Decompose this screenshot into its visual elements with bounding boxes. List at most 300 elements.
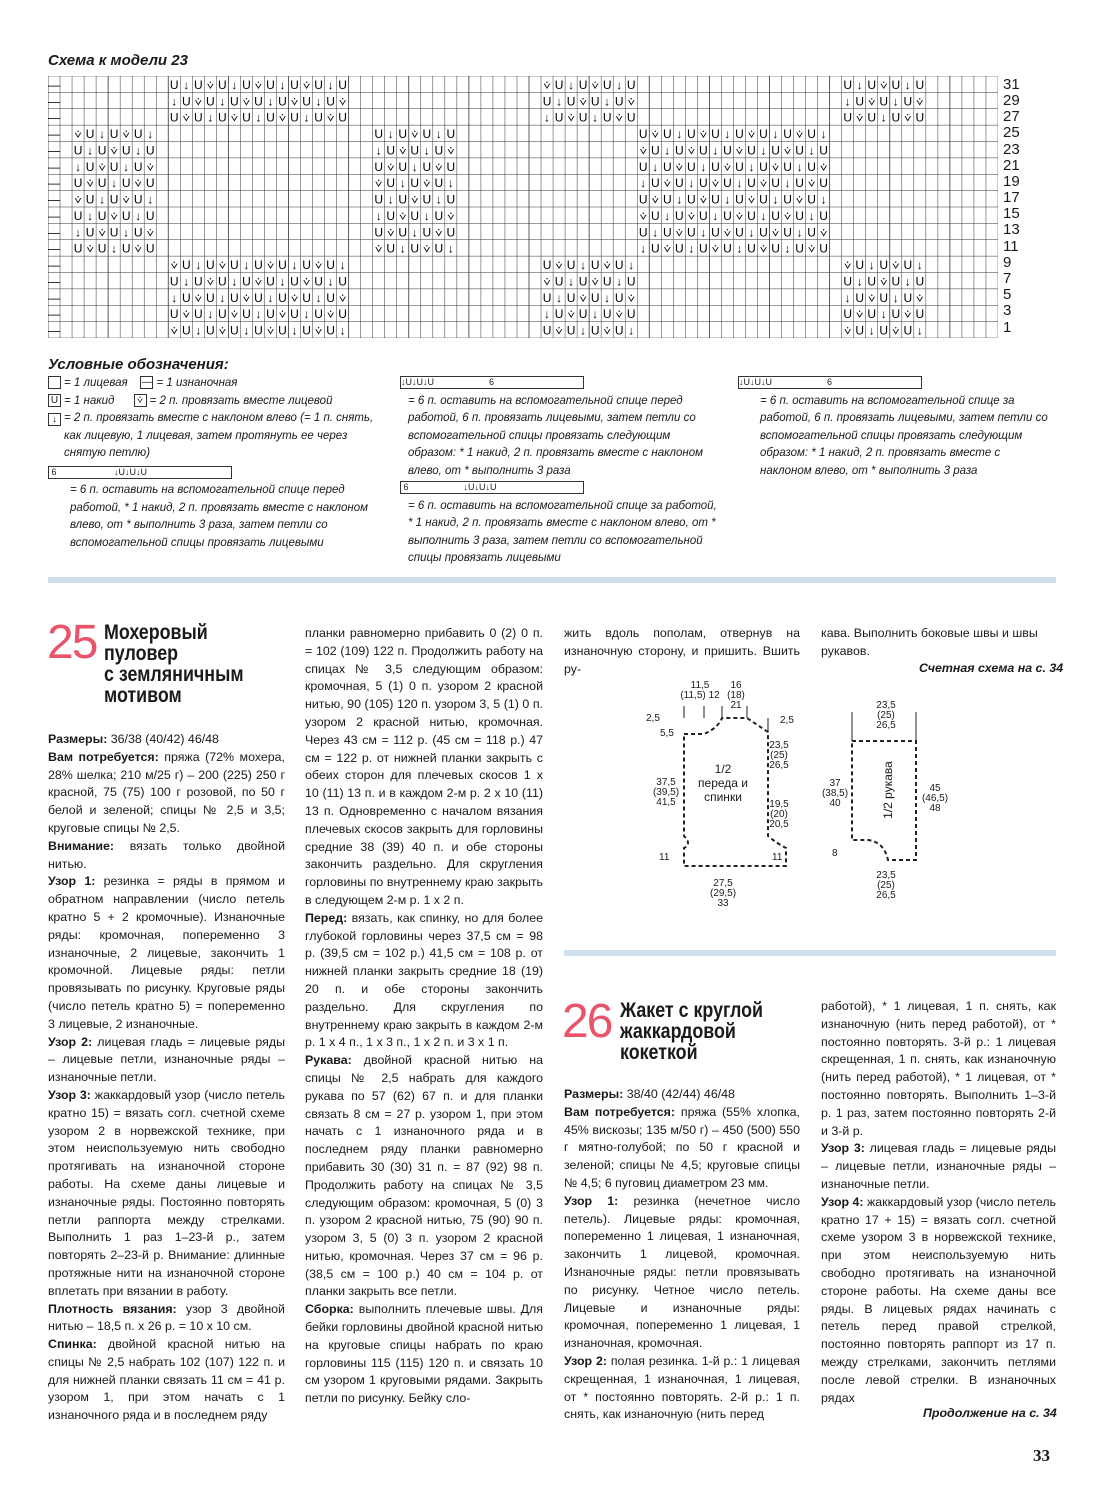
text: двойной красной нитью на спицы № 2,5 набрать 102 (107) 122 п. и для нижней планки связать 11 см = 41 р. узором 1, при этом начать с 1 изнаночного ряда и в последнем ряду (48, 1337, 285, 1423)
chart-symbol: U (206, 94, 215, 109)
chart-symbol: — (48, 290, 61, 305)
chart-symbol: ↓ (616, 77, 623, 92)
text: вязать, как спинку, но для более глубокой горловины через 37,5 см = 98 р. (39,5 см = 102 р.) 41,5 см = 108 р. от нижней планки закрыть средние 18 (19) 20 п. и обе стороны закончить раздельно. Для скругления по внутреннему краю закрыть в каждом 2-м р. 1 х 4 п., 1 х 3 п., 1 х 2 п. и 3 х 1 п. (305, 910, 543, 1050)
chart-symbol: ↓ (87, 143, 94, 158)
chart-symbol: ↓ (147, 192, 154, 207)
chart-symbol: U (302, 290, 311, 305)
chart-symbol: ↓ (868, 323, 875, 338)
chart-symbol: U (915, 77, 925, 92)
title-line: кокеткой (620, 1041, 698, 1064)
chart-symbol: U (711, 127, 720, 141)
chart-symbol: U (410, 241, 420, 256)
chart-reference: Счетная схема на с. 34 (919, 661, 1064, 675)
chart-symbol: U (386, 208, 396, 223)
chart-symbol: U (807, 192, 816, 207)
chart-symbol: U (338, 274, 347, 289)
chart-symbol: U (254, 323, 263, 338)
chart-symbol: ↓ (243, 323, 250, 338)
text: вязать только двойной нитью. (48, 838, 285, 871)
chart-symbol: U (819, 176, 828, 191)
page-number: 33 (1033, 1446, 1050, 1465)
chart-symbol: ↓ (796, 159, 803, 174)
chart-symbol: U (230, 94, 239, 109)
chart-symbol: ⩒ (338, 290, 347, 305)
chart-symbol: U (446, 159, 456, 174)
section-divider-2 (564, 950, 1056, 956)
chart-symbol: ↓ (171, 290, 178, 305)
chart-symbol: U (290, 274, 299, 289)
chart-symbol: U (121, 176, 131, 191)
chart-symbol: ⩒ (242, 290, 251, 305)
chart-symbol: U (662, 192, 672, 207)
chart-symbol: ⩒ (663, 176, 671, 191)
chart-symbol: U (181, 258, 191, 272)
row-number: 5 (1003, 286, 1012, 303)
row-number: 31 (1003, 76, 1020, 93)
chart-symbol: ⩒ (266, 258, 275, 272)
chart-symbol: ↓ (664, 143, 671, 158)
chart-symbol: ↓ (375, 143, 382, 158)
chart-symbol: ↓ (760, 208, 767, 223)
chart-symbol: ↓ (231, 274, 238, 289)
chart-symbol: ↓ (447, 176, 454, 191)
chart-symbol: U (771, 176, 780, 191)
label: Вам потребуется: (564, 1104, 676, 1119)
label: Размеры: (564, 1087, 624, 1101)
chart-symbol: U (807, 127, 816, 141)
chart-symbol: ⩒ (699, 127, 708, 141)
text: пряжа (55% хлопка, 45% вискозы; 135 м/50 г) – 450 (500) 550 г мятно-голубой; по 50 г красной и зеленой; спицы № 4,5; круговые спицы № 4,5; 6 пуговиц диаметром 23 мм. (564, 1104, 801, 1190)
yarn-over-symbol: U (48, 394, 61, 407)
chart-symbol: U (326, 94, 335, 109)
chart-symbol: U (879, 290, 889, 305)
chart-symbol: U (85, 225, 95, 240)
chart-symbol: U (218, 274, 227, 289)
chart-heading: Схема к модели 23 (48, 52, 188, 69)
chart-symbol: ⩒ (543, 274, 551, 289)
chart-symbol: U (687, 127, 696, 141)
chart-symbol: ↓ (243, 258, 250, 272)
chart-symbol: U (795, 143, 804, 158)
chart-symbol: ↓ (844, 94, 851, 109)
chart-symbol: U (855, 323, 865, 338)
sleeve-dim-left: 37 (38,5) 40 (821, 778, 849, 809)
chart-symbol: U (193, 274, 203, 289)
chart-symbol: ⩒ (567, 110, 575, 125)
chart-symbol: ⩒ (747, 192, 756, 207)
chart-symbol: U (638, 225, 648, 240)
chart-symbol: ⩒ (134, 176, 142, 191)
chart-symbol: ⩒ (844, 258, 852, 272)
chart-symbol: ⩒ (795, 192, 804, 207)
chart-symbol: U (638, 192, 648, 207)
chart-symbol: ↓ (123, 159, 130, 174)
chart-symbol: ⩒ (326, 110, 335, 125)
text: 38/40 (42/44) 46/48 (623, 1087, 735, 1101)
chart-symbol: ⩒ (735, 143, 744, 158)
chart-symbol: ⩒ (230, 110, 239, 125)
chart-symbol: U (650, 241, 660, 256)
chart-symbol: U (819, 208, 828, 223)
chart-symbol: ↓ (916, 323, 923, 338)
chart-symbol: U (638, 127, 648, 141)
row-number: 27 (1003, 108, 1020, 125)
chart-symbol: ↓ (303, 307, 310, 322)
chart-symbol: ↓ (195, 258, 202, 272)
chart-symbol: ⩒ (687, 208, 696, 223)
chart-symbol: U (735, 159, 744, 174)
chart-symbol: ⩒ (326, 307, 335, 322)
chart-symbol: U (759, 127, 768, 141)
chart-symbol: ⩒ (170, 258, 178, 272)
chart-symbol: U (422, 192, 432, 207)
chart-symbol: U (674, 241, 684, 256)
chart-symbol: ↓ (147, 127, 154, 141)
chart-symbol: ⩒ (663, 241, 671, 256)
chart-symbol: — (48, 241, 61, 256)
chart-symbol: U (843, 110, 853, 125)
chart-symbol: ⩒ (218, 258, 227, 272)
chart-symbol: ↓ (183, 274, 190, 289)
label: Узор 2: (564, 1353, 607, 1368)
chart-symbol: ↓ (279, 274, 286, 289)
chart-symbol: ↓ (628, 258, 635, 272)
chart-symbol: U (915, 274, 925, 289)
legend-cable-left-front: = 6 п. оставить на вспомогательной спице перед работой, * 1 накид, 2 п. провязать вместе с наклоном влево, от * выполнить 3 раза, затем петли со вспомогательной спицы провязать лицевыми (70, 484, 369, 549)
label: Узор 1: (564, 1193, 619, 1208)
chart-symbol: U (759, 225, 768, 240)
chart-symbol: U (554, 274, 564, 289)
chart-symbol: U (795, 208, 804, 223)
chart-symbol: U (614, 323, 624, 338)
chart-symbol: U (278, 323, 287, 338)
chart-symbol: U (133, 192, 143, 207)
chart-symbol: ↓ (868, 258, 875, 272)
chart-symbol: — (48, 225, 61, 240)
chart-symbol: U (181, 323, 191, 338)
chart-symbol: ↓ (604, 290, 611, 305)
chart-symbol: U (843, 307, 853, 322)
text: резинка (нечетное число петель). Лицевые ряды: кромочная, попеременно 1 лицевая, 1 изнаночная, закончить 1 лицевой, кромочная. Изнаночные ряды: петли провязывать по рисунку. Четное число петель. Лицевые и изнаночные ряды: кромочная, попеременно 1 лицевая, 1 изнаночная, кромочная. (564, 1193, 800, 1351)
chart-symbol: U (290, 77, 299, 92)
chart-symbol: ⩒ (723, 225, 732, 240)
chart-symbol: ↓ (411, 159, 418, 174)
cable-back-a-symbol: 6 ↓U↓U↓U (400, 481, 584, 494)
chart-symbol: U (590, 290, 600, 305)
chart-symbol: ↓ (339, 258, 346, 272)
chart-symbol: ⩒ (579, 290, 587, 305)
chart-symbol: ↓ (772, 192, 779, 207)
chart-symbol: ↓ (75, 225, 82, 240)
chart-symbol: ↓ (892, 290, 899, 305)
chart-symbol: ⩒ (771, 225, 780, 240)
chart-symbol: — (48, 208, 61, 223)
chart-symbol: ↓ (580, 323, 587, 338)
chart-symbol: U (230, 290, 239, 305)
chart-symbol: U (302, 94, 311, 109)
chart-symbol: ⩒ (735, 208, 744, 223)
dim-right-2-5: 2,5 (780, 715, 794, 726)
chart-symbol: ↓ (195, 323, 202, 338)
chart-symbol: U (771, 241, 780, 256)
chart-symbol: U (73, 241, 83, 256)
chart-symbol: ↓ (592, 110, 599, 125)
chart-symbol: ↓ (712, 208, 719, 223)
chart-symbol: ⩒ (615, 110, 623, 125)
chart-symbol: ⩒ (675, 225, 683, 240)
chart-symbol: U (242, 110, 251, 125)
row-number: 15 (1003, 205, 1020, 222)
legend-col3 (738, 375, 1048, 480)
chart-symbol: U (338, 77, 347, 92)
chart-symbol: ↓ (111, 176, 118, 191)
chart-symbol: U (843, 274, 853, 289)
chart-symbol: U (855, 94, 865, 109)
chart-symbol: ⩒ (314, 258, 323, 272)
legend-knit: = 1 лицевая (64, 377, 128, 389)
chart-symbol: U (302, 323, 311, 338)
label: Размеры: (48, 732, 108, 746)
chart-symbol: U (266, 77, 275, 92)
chart-symbol: ↓ (171, 94, 178, 109)
chart-symbol: ↓ (712, 143, 719, 158)
chart-symbol: U (674, 208, 684, 223)
chart-symbol: U (855, 258, 865, 272)
chart-symbol: U (723, 241, 732, 256)
chart-symbol: U (230, 258, 239, 272)
chart-symbol: U (687, 225, 696, 240)
chart-symbol: ⩒ (242, 94, 251, 109)
chart-symbol: U (434, 241, 444, 256)
chart-symbol: ⩒ (591, 274, 599, 289)
chart-symbol: U (434, 176, 444, 191)
chart-symbol: ↓ (255, 307, 262, 322)
chart-symbol: U (626, 307, 636, 322)
chart-symbol: U (891, 77, 901, 92)
chart-symbol: ⩒ (819, 159, 828, 174)
chart-symbol: U (97, 176, 107, 191)
sleeve-dim-8: 8 (832, 848, 838, 859)
chart-symbol: U (374, 225, 384, 240)
chart-symbol: ↓ (387, 127, 394, 141)
label: Узор 4: (821, 1194, 864, 1209)
chart-symbol: ↓ (556, 290, 563, 305)
chart-symbol: ⩒ (844, 323, 852, 338)
chart-symbol: ⩒ (399, 208, 407, 223)
chart-symbol: ↓ (664, 208, 671, 223)
chart-symbol: ↓ (760, 143, 767, 158)
chart-symbol: ⩒ (603, 323, 611, 338)
chart-symbol: U (97, 143, 107, 158)
chart-symbol: U (578, 77, 588, 92)
chart-symbol: U (879, 323, 889, 338)
row-number: 25 (1003, 124, 1020, 141)
title-line: с земляничным (104, 663, 244, 686)
text: узор 3 двойной нитью – 18,5 п. х 26 р. = 10 х 10 см. (48, 1301, 285, 1334)
chart-symbol: U (614, 94, 624, 109)
chart-symbol: U (566, 94, 576, 109)
chart-symbol: — (48, 94, 61, 109)
chart-symbol: ↓ (796, 225, 803, 240)
chart-symbol: ⩒ (98, 225, 106, 240)
article-column-4-top: кава. Выполнить боковые швы и швы рукавов. (821, 626, 1038, 658)
chart-symbol: U (891, 110, 901, 125)
chart-symbol: ⩒ (74, 127, 82, 141)
chart-symbol: ⩒ (711, 241, 720, 256)
chart-symbol: ↓ (303, 110, 310, 125)
label: Спинка: (48, 1337, 97, 1352)
dim-left-height: 37,5 (39,5) 41,5 (652, 777, 680, 808)
text: работой), * 1 лицевая, 1 п. снять, как изнаночную (нить перед работой), от * постоянно повторять. 3-й р.: 1 лицевая скрещенная, 1 п. снять, как изнаночную (нить перед работой), * 1 лицевая, от * постоянно повторять. Выполнить 1–3-й р. 1 раз, затем постоянно повторять 2-й и 3-й р. (821, 999, 1056, 1138)
dim-right-side: 19,5 (20) 20,5 (769, 799, 789, 830)
chart-symbol: ⩒ (266, 323, 275, 338)
chart-symbol: ⩒ (868, 290, 876, 305)
chart-symbol: — (48, 192, 61, 207)
chart-symbol: ⩒ (687, 143, 696, 158)
chart-symbol: ↓ (616, 274, 623, 289)
row-number: 11 (1003, 238, 1019, 255)
article-column-1 (48, 731, 285, 1425)
chart-symbol: ⩒ (639, 208, 647, 223)
chart-symbol: ↓ (135, 208, 142, 223)
model-25-title (104, 622, 244, 706)
chart-symbol: U (747, 208, 756, 223)
chart-symbol: U (566, 258, 576, 272)
chart-symbol: ↓ (87, 208, 94, 223)
chart-symbol: ⩒ (868, 94, 876, 109)
chart-symbol: U (771, 208, 780, 223)
chart-symbol: U (650, 208, 660, 223)
chart-symbol: ⩒ (747, 127, 756, 141)
chart-symbol: U (206, 323, 215, 338)
chart-symbol: ↓ (700, 225, 707, 240)
chart-symbol: ⩒ (591, 77, 599, 92)
chart-symbol: ⩒ (122, 127, 130, 141)
chart-symbol: U (542, 290, 552, 305)
chart-symbol: U (169, 77, 179, 92)
chart-symbol: ↓ (880, 307, 887, 322)
chart-symbol: U (674, 143, 684, 158)
chart-symbol: ↓ (652, 159, 659, 174)
chart-symbol: U (422, 225, 432, 240)
chart-symbol: U (73, 176, 83, 191)
chart-symbol: U (133, 127, 143, 141)
chart-symbol: U (386, 241, 396, 256)
chart-symbol: U (687, 192, 696, 207)
chart-symbol: — (48, 110, 61, 125)
chart-symbol: ↓ (315, 94, 322, 109)
chart-symbol: ⩒ (699, 192, 708, 207)
chart-symbol: U (145, 241, 155, 256)
chart-symbol: ↓ (279, 77, 286, 92)
article-column-2 (305, 625, 543, 1408)
chart-symbol: U (398, 127, 408, 141)
chart-symbol: U (290, 307, 299, 322)
chart-symbol: — (48, 274, 61, 289)
chart-symbol: ⩒ (338, 94, 347, 109)
chart-symbol: ↓ (375, 208, 382, 223)
chart-symbol: ⩒ (423, 176, 431, 191)
dim-bottom: 27,5 (29,5) 33 (709, 878, 737, 909)
chart-symbol: U (314, 307, 323, 322)
chart-symbol: U (747, 143, 756, 158)
row-number: 17 (1003, 189, 1020, 206)
chart-symbol: U (73, 208, 83, 223)
chart-symbol: U (242, 77, 251, 92)
row-number: 29 (1003, 92, 1020, 109)
chart-symbol: U (314, 274, 323, 289)
chart-symbol: U (795, 241, 804, 256)
text: планки равномерно прибавить 0 (2) 0 п. = 102 (109) 122 п. Продолжить работу на спицах № 3,5 следующим образом: кромочная, 5 (1) 0 п. узором 2 красной нитью, 90 (105) 120 п. узором 3, 5 (1) 0 п. узором 2 красной нитью, кромочная. Через 43 см = 112 р. (45 см = 118 р.) 47 см = 122 р. от нижней планки закрыть с обеих сторон для плечевых скосов 1 х 10 (11) 13 п. и в каждом 2-м р. 2 х 10 (11) 13 п. Одновременно с началом вязания плечевых скосов закрыть для горловины средние 38 (39) 40 п. и обе стороны закончить раздельно. Для скругления горловины по внутреннему краю закрыть в следующем 2-м р. 1 х 2 п. (305, 626, 543, 907)
chart-symbol: U (410, 208, 420, 223)
chart-symbol: U (903, 258, 913, 272)
chart-symbol: ↓ (411, 225, 418, 240)
chart-symbol: ⩒ (807, 176, 816, 191)
chart-symbol: ⩒ (759, 241, 768, 256)
chart-symbol: U (783, 225, 792, 240)
text: пряжа (72% мохера, 28% шелка; 210 м/25 г) – 200 (225) 250 г красной, 75 (75) 100 г розовой, по 50 г белой и зеленой; спицы № 2,5 и 3,5; круговые спицы № 2,5. (48, 749, 286, 835)
chart-symbol: ⩒ (579, 94, 587, 109)
chart-symbol: ↓ (183, 77, 190, 92)
chart-symbol: ↓ (748, 225, 755, 240)
dim-right-11: 11 (772, 852, 783, 863)
chart-symbol: ↓ (327, 274, 334, 289)
chart-symbol: ⩒ (615, 307, 623, 322)
chart-symbol: ⩒ (387, 225, 395, 240)
chart-symbol: ⩒ (880, 77, 888, 92)
chart-symbol: U (85, 192, 95, 207)
chart-symbol: ⩒ (387, 159, 395, 174)
chart-symbol: U (446, 192, 456, 207)
chart-symbol: U (711, 225, 720, 240)
chart-symbol: ↓ (688, 176, 695, 191)
legend-cable-back-a: = 6 п. оставить на вспомогательной спице за работой, * 1 накид, 2 п. провязать вместе с наклоном влево, от * выполнить 3 раза, затем петли со вспомогательной спицы провязать лицевыми (408, 499, 717, 564)
chart-symbol: U (109, 192, 119, 207)
chart-symbol: U (254, 290, 263, 305)
row-number: 19 (1003, 173, 1020, 190)
label: Рукава: (305, 1053, 352, 1068)
chart-symbol: U (602, 307, 612, 322)
text: двойной красной нитью на спицы № 2,5 набрать для каждого рукава по 57 (62) 67 п. и для планки связать 8 см = 27 р. узором 1, при этом начать с 1 изнаночного ряда и в последнем ряду планки равномерно прибавить 30 (30) 31 п. = 87 (92) 98 п. Продолжить работу на спицах № 3,5 следующим образом: кромочная, 5 (0) 3 п. узором 2 красной нитью, 75 (90) 90 п. узором 3, 5 (0) 3 п. узором 2 красной нитью, кромочная. Через 37 см = 96 р. (38,5 см = 100 р.) 40 см = 104 р. от планки закрыть все петли. (305, 1053, 543, 1299)
chart-symbol: U (662, 127, 672, 141)
chart-symbol: ⩒ (627, 94, 635, 109)
chart-symbol: ⩒ (435, 225, 443, 240)
chart-symbol: U (626, 110, 636, 125)
chart-symbol: U (410, 143, 420, 158)
section-divider (48, 577, 1056, 583)
chart-symbol: ↓ (544, 307, 551, 322)
chart-symbol: ↓ (568, 274, 575, 289)
chart-symbol: ⩒ (795, 127, 804, 141)
chart-symbol: U (242, 307, 251, 322)
chart-symbol: ↓ (724, 192, 731, 207)
chart-symbol: ↓ (676, 192, 683, 207)
chart-symbol: U (626, 274, 636, 289)
model-26-number: 26 (562, 995, 612, 1048)
chart-symbol: ↓ (99, 192, 106, 207)
chart-symbol: ↓ (904, 274, 911, 289)
chart-symbol: U (145, 208, 155, 223)
chart-symbol: U (242, 274, 251, 289)
chart-symbol: U (783, 192, 792, 207)
chart-symbol: U (446, 127, 456, 141)
text: лицевая гладь = лицевые ряды – лицевые петли, изнаночные ряды – изнаночные петли. (821, 1141, 1056, 1191)
chart-symbol: U (374, 159, 384, 174)
chart-symbol: U (278, 94, 287, 109)
chart-symbol: ⩒ (411, 192, 419, 207)
chart-symbol: ↓ (736, 176, 743, 191)
chart-symbol: U (338, 110, 347, 125)
